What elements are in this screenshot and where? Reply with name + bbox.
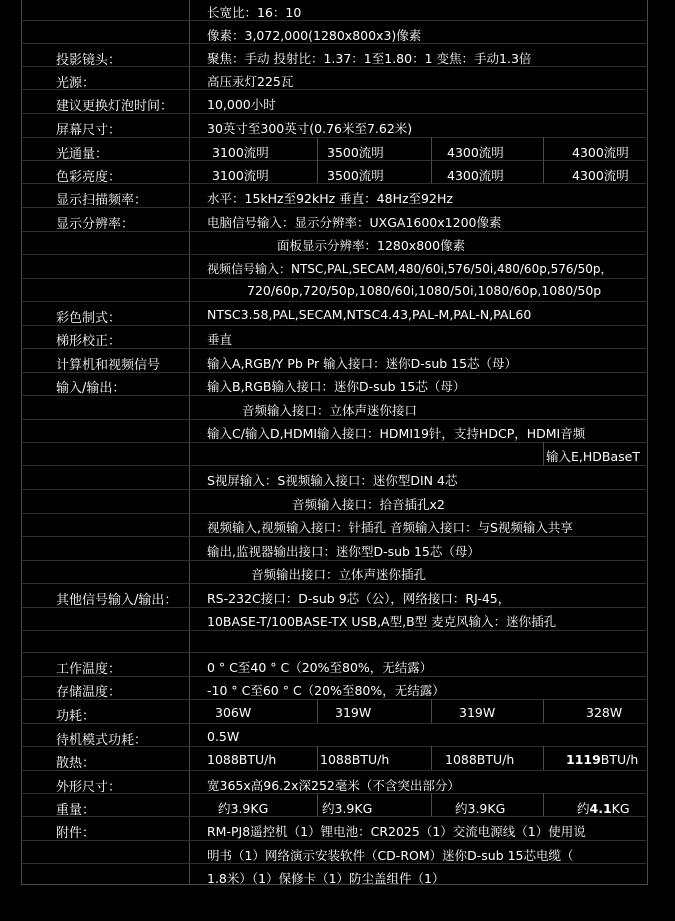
pixels-value: 像素：3,072,000(1280x800x3)像素 (207, 28, 422, 43)
weight-value: 约3.9KG (455, 801, 506, 816)
io-line: 输入A,RGB/Y Pb Pr 输入接口：迷你D-sub 15芯（母） (207, 356, 518, 371)
lens-label: 投影镜头： (56, 53, 122, 68)
dimensions-value: 宽365x高96.2x深252毫米（不含突出部分） (207, 778, 460, 793)
table-row (21, 66, 646, 90)
keystone-label: 梯形校正： (56, 334, 122, 349)
power-value: 306W (215, 705, 252, 720)
luminous-value: 4300流明 (447, 145, 504, 160)
io-line: 音频输出接口：立体声迷你插孔 (251, 567, 427, 582)
color-brightness-label: 色彩亮度： (56, 170, 122, 185)
io-line: S视屏输入：S视频输入接口：迷你型DIN 4芯 (207, 473, 458, 488)
heat-value: 1088BTU/h (445, 752, 515, 767)
power-value: 319W (459, 705, 496, 720)
heat-value-unit: BTU/h (600, 752, 639, 767)
standby-value: 0.5W (207, 729, 240, 744)
weight-prefix: 约 (577, 801, 590, 816)
light-source-value: 高压汞灯225瓦 (207, 74, 294, 89)
scan-freq-label: 显示扫描频率： (56, 193, 148, 208)
weight-label: 重量： (56, 803, 96, 818)
table-row (21, 699, 646, 724)
weight-value: 约3.9KG (322, 801, 373, 816)
heat-value-bold: 1119 (566, 752, 601, 767)
luminous-value: 4300流明 (572, 145, 629, 160)
op-temp-value: 0 ° C至40 ° C（20%至80%，无结露） (207, 660, 433, 675)
screen-size-value: 30英寸至300英寸(0.76米至7.62米) (207, 121, 413, 136)
heat-value: 1088BTU/h (207, 752, 277, 767)
power-value: 319W (335, 705, 372, 720)
resolution-label: 显示分辨率： (56, 217, 135, 232)
luminous-value: 3100流明 (212, 145, 269, 160)
io-line: 音频输入接口：拾音插孔x2 (292, 497, 445, 512)
storage-temp-label: 存储温度： (56, 685, 122, 700)
accessories-line: 明书（1）网络演示安装软件（CD-ROM）迷你D-sub 15芯电缆（ (207, 848, 574, 863)
other-io-line: 10BASE-T/100BASE-TX USB,A型,B型 麦克风输入：迷你插孔 (207, 614, 557, 629)
other-io-label: 其他信号输入/输出： (56, 593, 178, 608)
color-brightness-value: 3100流明 (212, 168, 269, 183)
accessories-label: 附件： (56, 826, 96, 841)
other-io-line: RS-232C接口：D-sub 9芯（公），网络接口：RJ-45， (207, 591, 511, 606)
standby-label: 待机模式功耗： (56, 733, 148, 748)
heat-value (566, 752, 638, 767)
power-label: 功耗： (56, 709, 96, 724)
resolution-line: 720/60p,720/50p,1080/60i,1080/50i,1080/60p,1080/50p (247, 283, 602, 298)
resolution-line: 面板显示分辨率：1280x800像素 (277, 238, 466, 253)
heat-label: 散热： (56, 756, 96, 771)
io-line: 输出,监视器输出接口：迷你型D-sub 15芯（母） (207, 544, 480, 559)
keystone-value: 垂直 (207, 332, 233, 347)
lens-value: 聚焦：手动 投射比：1.37：1至1.80：1 变焦：手动1.3倍 (207, 51, 532, 66)
dimensions-label: 外形尺寸： (56, 780, 122, 795)
io-line: 音频输入接口：立体声迷你接口 (242, 403, 418, 418)
weight-unit: KG (611, 801, 630, 816)
op-temp-label: 工作温度： (56, 662, 122, 677)
io-line: 输入E,HDBaseT (546, 449, 640, 464)
luminous-value: 3500流明 (327, 145, 384, 160)
scan-freq-value: 水平：15kHz至92kHz 垂直：48Hz至92Hz (207, 191, 453, 206)
color-system-label: 彩色制式： (56, 311, 122, 326)
weight-value (577, 799, 630, 817)
storage-temp-value: -10 ° C至60 ° C（20%至80%，无结露） (207, 683, 445, 698)
io-line: 输入B,RGB输入接口：迷你D-sub 15芯（母） (207, 379, 466, 394)
luminous-label: 光通量： (56, 147, 109, 162)
table-row (21, 0, 646, 21)
lamp-time-label: 建议更换灯泡时间： (56, 99, 174, 114)
io-label: 输入/输出： (56, 381, 126, 396)
power-value: 328W (586, 705, 623, 720)
aspect-ratio-value: 长宽比：16：10 (207, 5, 302, 20)
io-label: 计算机和视频信号 (56, 358, 161, 373)
weight-bold: 4.1 (589, 801, 612, 816)
lamp-time-value: 10,000小时 (207, 97, 276, 112)
accessories-line: RM-PJ8遥控机（1）锂电池：CR2025（1）交流电源线（1）使用说 (207, 824, 586, 839)
io-line: 视频输入,视频输入接口：针插孔 音频输入接口：与S视频输入共享 (207, 520, 573, 535)
light-source-label: 光源： (56, 76, 96, 91)
accessories-line: 1.8米）（1）保修卡（1）防尘盖组件（1） (207, 871, 445, 886)
color-brightness-value: 4300流明 (447, 168, 504, 183)
screen-size-label: 屏幕尺寸： (56, 123, 122, 138)
color-brightness-value: 4300流明 (572, 168, 629, 183)
io-line: 输入C/输入D,HDMI输入接口：HDMI19针，支持HDCP，HDMI音频 (207, 426, 586, 441)
resolution-line: 视频信号输入：NTSC,PAL,SECAM,480/60i,576/50i,480/60p,576/50p， (207, 262, 613, 276)
weight-value: 约3.9KG (218, 801, 269, 816)
heat-value: 1088BTU/h (320, 752, 390, 767)
color-brightness-value: 3500流明 (327, 168, 384, 183)
table-row (21, 630, 646, 653)
resolution-line: 电脑信号输入：显示分辨率：UXGA1600x1200像素 (207, 215, 502, 230)
color-system-value: NTSC3.58,PAL,SECAM,NTSC4.43,PAL-M,PAL-N,PAL60 (207, 307, 532, 322)
